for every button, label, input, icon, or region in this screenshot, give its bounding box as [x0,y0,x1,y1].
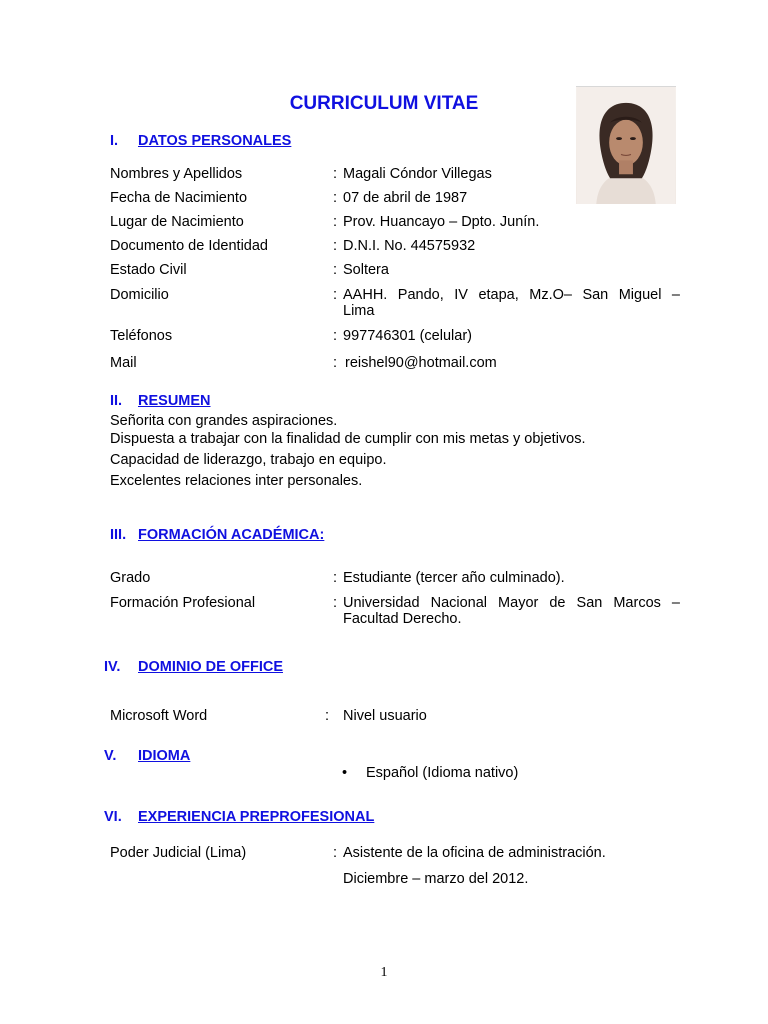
page-number: 1 [380,965,388,980]
field-label: Fecha de Nacimiento [110,190,248,206]
section-number: IV. [104,659,121,675]
field-value-line2: Facultad Derecho. [343,611,462,627]
bullet-icon: • [342,765,348,781]
field-value: 997746301 (celular) [343,328,472,344]
field-value: D.N.I. No. 44575932 [343,238,476,254]
field-label: Nombres y Apellidos [110,166,243,182]
field-separator: : [333,845,338,861]
resumen-line: Señorita con grandes aspiraciones. [110,413,338,429]
field-value-line1: AAHH. Pando, IV etapa, Mz.O– San Miguel – [343,287,680,303]
field-value: Prov. Huancayo – Dpto. Junín. [343,214,540,230]
profile-photo [576,86,676,204]
section-title: EXPERIENCIA PREPROFESIONAL [138,809,375,825]
field-separator: : [333,190,338,206]
field-value [343,595,680,627]
section-number: III. [110,527,127,543]
field-value-line2: Lima [343,303,375,319]
field-value: Soltera [343,262,389,278]
document-title: CURRICULUM VITAE [289,93,479,114]
section-number: V. [104,748,117,764]
field-separator: : [333,214,338,230]
field-value: Estudiante (tercer año culminado). [343,570,565,586]
section-title: IDIOMA [138,748,191,764]
field-value-email: reishel90@hotmail.com [345,355,497,371]
field-value: Asistente de la oficina de administración. [343,845,606,861]
field-value: Diciembre – marzo del 2012. [343,871,529,887]
field-separator: : [333,570,338,586]
field-label: Domicilio [110,287,169,303]
field-separator: : [333,595,338,611]
resumen-line: Excelentes relaciones inter personales. [110,473,363,489]
field-separator: : [333,355,338,371]
section-title: RESUMEN [138,393,211,409]
field-separator: : [333,238,338,254]
field-label: Teléfonos [110,328,173,344]
field-label: Formación Profesional [110,595,256,611]
field-separator: : [333,166,338,182]
field-value-line1: Universidad Nacional Mayor de San Marcos – [343,595,680,611]
section-title: FORMACIÓN ACADÉMICA: [138,527,325,543]
resumen-line: Capacidad de liderazgo, trabajo en equipo. [110,452,387,468]
portrait-image [576,87,676,204]
field-value [343,287,680,319]
field-value: Magali Cóndor Villegas [343,166,492,182]
field-separator: : [333,287,338,303]
section-number: VI. [104,809,122,825]
field-separator: : [333,262,338,278]
field-label: Poder Judicial (Lima) [110,845,247,861]
resumen-line: Dispuesta a trabajar con la finalidad de cumplir con mis metas y objetivos. [110,431,586,447]
field-label: Documento de Identidad [110,238,268,254]
field-separator: : [333,328,338,344]
section-number: II. [110,393,123,409]
section-title: DOMINIO DE OFFICE [138,659,283,675]
field-value: Nivel usuario [343,708,427,724]
field-label: Grado [110,570,151,586]
idioma-value: Español (Idioma nativo) [366,765,519,781]
field-label: Microsoft Word [110,708,208,724]
field-label: Lugar de Nacimiento [110,214,244,230]
field-separator: : [325,708,330,724]
field-value: 07 de abril de 1987 [343,190,468,206]
section-number: I. [110,133,119,149]
field-label: Estado Civil [110,262,187,278]
field-label: Mail [110,355,137,371]
section-title: DATOS PERSONALES [138,133,292,149]
